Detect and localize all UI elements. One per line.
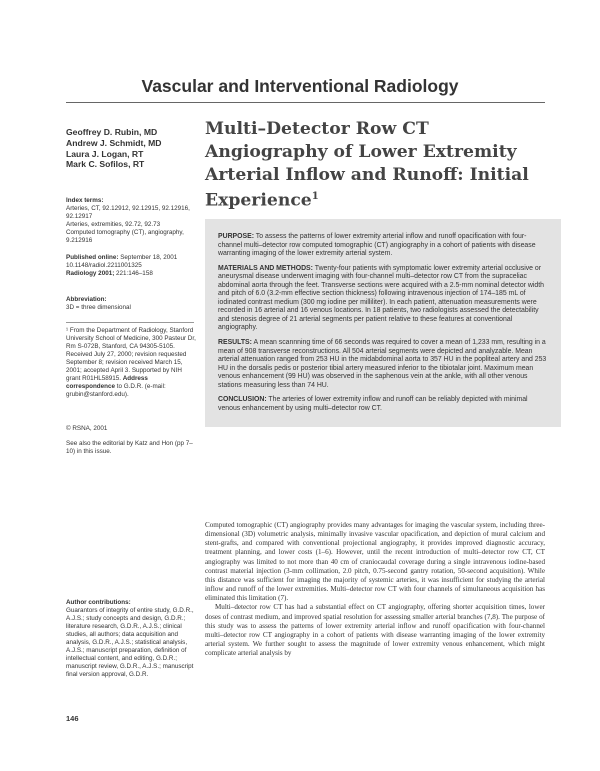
editorial-note: See also the editorial by Katz and Hon (pp 7–10) in this issue.: [66, 440, 193, 455]
title-footnote-mark: 1: [311, 191, 319, 203]
abstract-results: RESULTS: A mean scannning time of 66 seconds was required to cover a mean of 1,233 mm, resulting in a mean of 908 transverse reconstructions. All 504 arterial segments were depicted and analyzable. Mean arterial attenuation ranged from 253 HU in the midabdominal aorta to 357 HU in the popliteal artery and 253 HU in the dorsalis pedis or posterior tibial artery measured inferior to the tibiotalar joint. Maximum mean venous enhancement (99 HU) was observed in the saphenous vein at the ankle, with all other venous stations measuring less than 74 HU.: [218, 339, 547, 389]
sidebar-rule: [66, 322, 194, 323]
doi: 10.1148/radiol.2211001325: [66, 262, 142, 269]
abstract-box: [205, 219, 561, 427]
author-name: Mark C. Sofilos, RT: [66, 159, 145, 170]
page-number: 146: [66, 714, 79, 723]
body-text: [205, 521, 545, 658]
author-name: Andrew J. Schmidt, MD: [66, 137, 162, 148]
body-paragraph: Multi–detector row CT has had a substantial effect on CT angiography, offering shorter acquisition times, lower doses of contrast medium, and improved spatial resolution for assessing smaller arterial branches (7,8). The purpose of this study was to assess the patterns of lower extremity arterial inflow and runoff opacification with four-channel multi–detector row CT angiography in a cohort of patients with disease warranting imaging of the lower extremity arterial system. We further sought to assess the magnitude of lower extremity venous enhancement, which might complicate arterial analysis by: [205, 603, 545, 658]
abbreviations: Abbreviation: 3D = three dimensional: [66, 296, 131, 311]
abstract-methods: MATERIALS AND METHODS: Twenty-four patients with symptomatic lower extremity arterial occlusive or aneurysmal disease underwent imaging with four-channel multi–detector row CT from the supraceliac abdominal aorta through the feet. Transverse sections were acquired with a 2.5-mm nominal detector width and pitch of 6.0 (3.2-mm effective section thickness) following intravenous injection of 174–185 mL of iodinated contrast medium (300 mg iodine per milliliter). In each patient, attenuation measurements were recorded in 16 arterial and 16 venous locations. In 18 patients, two radiologists assessed the detectability and stenosis degree of 21 arterial segments per patient relative to these features at conventional angiography.: [218, 264, 544, 332]
copyright: © RSNA, 2001: [66, 425, 108, 432]
body-paragraph: Computed tomographic (CT) angiography provides many advantages for imaging the vascular system, including three-dimensional (3D) volumetric analysis, minimally invasive vascular opacification, and depiction of mural calcium and stent-grafts, and compared with conventional projectional angiography, it provides improved diagnostic accuracy, treatment planning, and lower costs (1–6). However, until the recent introduction of multi–detector row CT, CT angiography was limited to not more than 40 cm of craniocaudal coverage during a single intravenous iodine-based contrast material injection (3-mm collimation, 2.0 pitch, 0.75-second gantry rotation, 50-second acquisition). While this distance was sufficient for imaging the majority of systemic arteries, it was insufficient for studying the arterial inflow and runoff of the lower extremities. Multi–detector row CT with four channels of simultaneous acquisition has eliminated this limitation (7).: [205, 521, 545, 603]
abstract-purpose: PURPOSE: To assess the patterns of lower extremity arterial inflow and runoff opacification with four-channel multi–detector row computed tomographic (CT) angiography in a cohort of patients with disease warranting imaging of the lower extremity arterial system.: [218, 233, 536, 258]
author-name: Geoffrey D. Rubin, MD: [66, 127, 158, 137]
index-terms: Index terms: Arteries, CT, 92.12912, 92.12915, 92.12916, 92.12917 Arteries, extremities, 92.72, 92.73 Computed tomography (CT), angiography, 9.212916: [66, 197, 190, 244]
author-list: [66, 127, 194, 170]
abstract-conclusion: CONCLUSION: The arteries of lower extremity inflow and runoff can be reliably depicted with minimal venous enhancement by using multi–detector row CT.: [218, 396, 528, 412]
affiliation-note: ¹ From the Department of Radiology, Stanford University School of Medicine, 300 Pasteur Dr, Rm S-072B, Stanford, CA 94305-5105. Received July 27, 2000; revision requested September 8; revision received March 15, 2001; accepted April 3. Supported by NIH grant R01HL58915. Address correspondence to G.D.R. (e-mail: grubin@stanford.edu).: [66, 327, 196, 398]
author-contributions: Author contributions: Guarantors of integrity of entire study, G.D.R., A.J.S.; study concepts and design, G.D.R.; literature research, G.D.R., A.J.S.; clinical studies, all authors; data acquisition and analysis, G.D.R., A.J.S.; statistical analysis, A.J.S.; manuscript preparation, definition of intellectual content, and editing, G.D.R.; manuscript review, G.D.R., A.J.S.; manuscript final version approval, G.D.R.: [66, 599, 194, 678]
author-name: Laura J. Logan, RT: [66, 148, 144, 159]
section-heading: Vascular and Interventional Radiology: [141, 76, 459, 96]
publication-info: Published online: September 18, 2001 10.1148/radiol.2211001325 Radiology 2001; 221:146–158: [66, 254, 196, 278]
section-rule: [66, 102, 545, 103]
article-title: Multi–Detector Row CT Angiography of Lower Extremity Arterial Inflow and Runoff: Initial Experience$^1$: [205, 119, 529, 212]
